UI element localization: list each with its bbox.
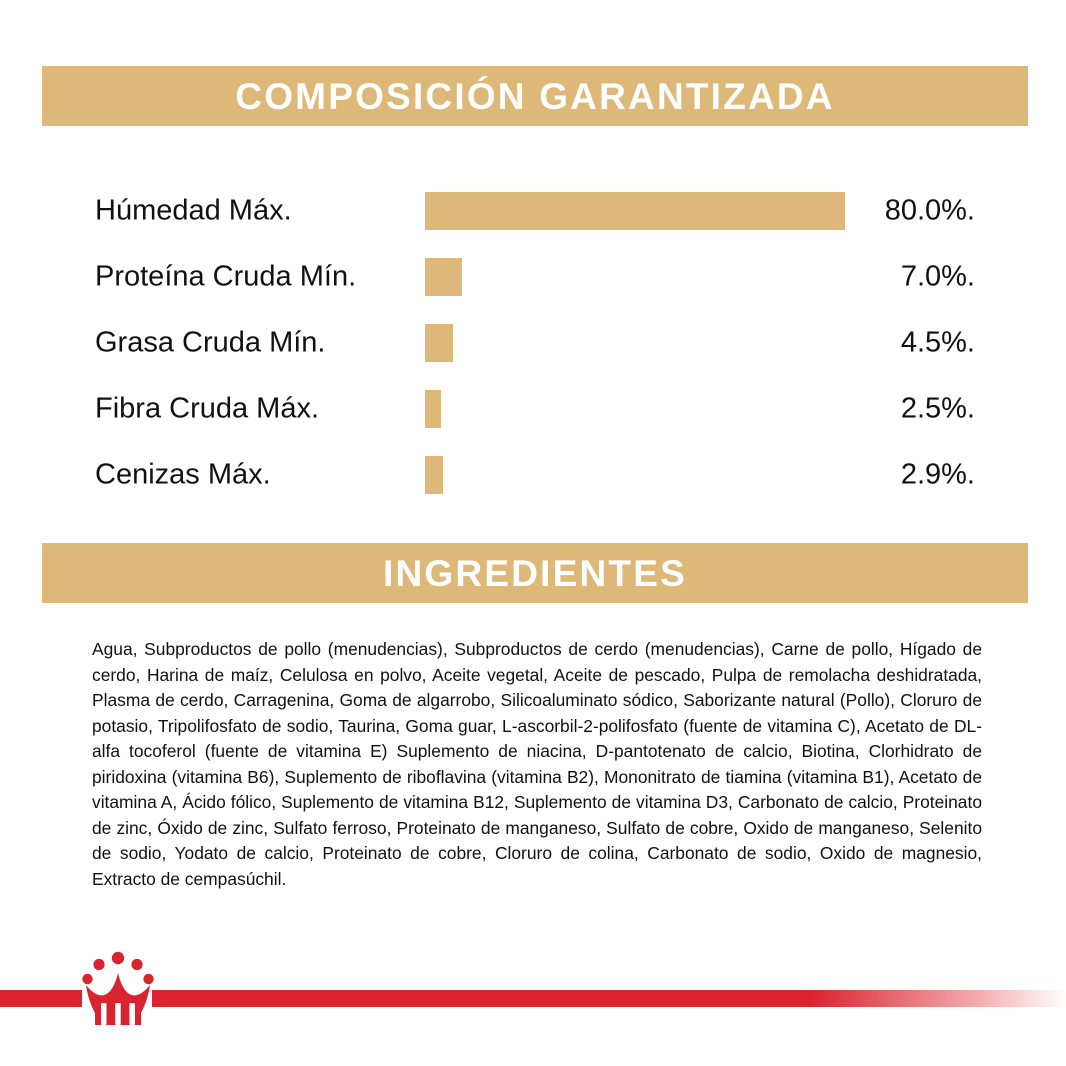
ingredients-section-header bbox=[42, 543, 1028, 603]
composition-title: COMPOSICIÓN GARANTIZADA bbox=[235, 75, 835, 117]
row-bar-track bbox=[425, 390, 845, 428]
ingredients-title: INGREDIENTES bbox=[383, 552, 687, 594]
row-value: 7.0%. bbox=[900, 260, 975, 293]
row-label: Húmedad Máx. bbox=[95, 194, 292, 227]
row-label: Cenizas Máx. bbox=[95, 458, 271, 491]
row-bar bbox=[425, 258, 462, 296]
row-label: Proteína Cruda Mín. bbox=[95, 260, 357, 293]
footer bbox=[0, 948, 1066, 1066]
row-bar-track bbox=[425, 258, 845, 296]
composition-section-header bbox=[42, 66, 1028, 126]
row-bar bbox=[425, 456, 443, 494]
footer-rule-right bbox=[152, 990, 1066, 1007]
row-value: 80.0%. bbox=[884, 194, 975, 227]
table-row bbox=[95, 244, 975, 310]
row-label: Fibra Cruda Máx. bbox=[95, 392, 320, 425]
table-row bbox=[95, 178, 975, 244]
row-bar-track bbox=[425, 324, 845, 362]
royal-canin-crown-icon bbox=[82, 951, 154, 1029]
guaranteed-analysis-chart bbox=[95, 178, 975, 508]
row-label: Grasa Cruda Mín. bbox=[95, 326, 326, 359]
row-bar-track bbox=[425, 456, 845, 494]
row-value: 4.5%. bbox=[900, 326, 975, 359]
row-value: 2.5%. bbox=[900, 392, 975, 425]
ingredients-text: Agua, Subproductos de pollo (menudencias), Subproductos de cerdo (menudencias), Carne de pollo, Hígado de cerdo, Harina de maíz, Celulosa en polvo, Aceite vegetal, Aceite de pescado, Pulpa de remolacha deshidratada, Plasma de cerdo, Carragenina, Goma de algarrobo, Silicoaluminato sódico, Saborizante natural (Pollo), Cloruro de potasio, Tripolifosfato de sodio, Taurina, Goma guar, L-ascorbil-2-polifosfato (fuente de vitamina C), Acetato de DL-alfa tocoferol (fuente de vitamina E) Suplemento de niacina, D-pantotenato de calcio, Biotina, Clorhidrato de piridoxina (vitamina B6), Suplemento de riboflavina (vitamina B2), Mononitrato de tiamina (vitamina B1), Acetato de vitamina A, Ácido fólico, Suplemento de vitamina B12, Suplemento de vitamina D3, Carbonato de calcio, Proteinato de zinc, Óxido de zinc, Sulfato ferroso, Proteinato de manganeso, Sulfato de cobre, Oxido de manganeso, Selenito de sodio, Yodato de calcio, Proteinato de cobre, Cloruro de colina, Carbonato de sodio, Oxido de magnesio, Extracto de cempasúchil. bbox=[92, 639, 982, 889]
table-row bbox=[95, 442, 975, 508]
row-bar bbox=[425, 324, 453, 362]
row-value: 2.9%. bbox=[900, 458, 975, 491]
row-bar bbox=[425, 192, 845, 230]
row-bar bbox=[425, 390, 441, 428]
table-row bbox=[95, 376, 975, 442]
row-bar-track bbox=[425, 192, 845, 230]
footer-rule-left bbox=[0, 990, 82, 1007]
table-row bbox=[95, 310, 975, 376]
